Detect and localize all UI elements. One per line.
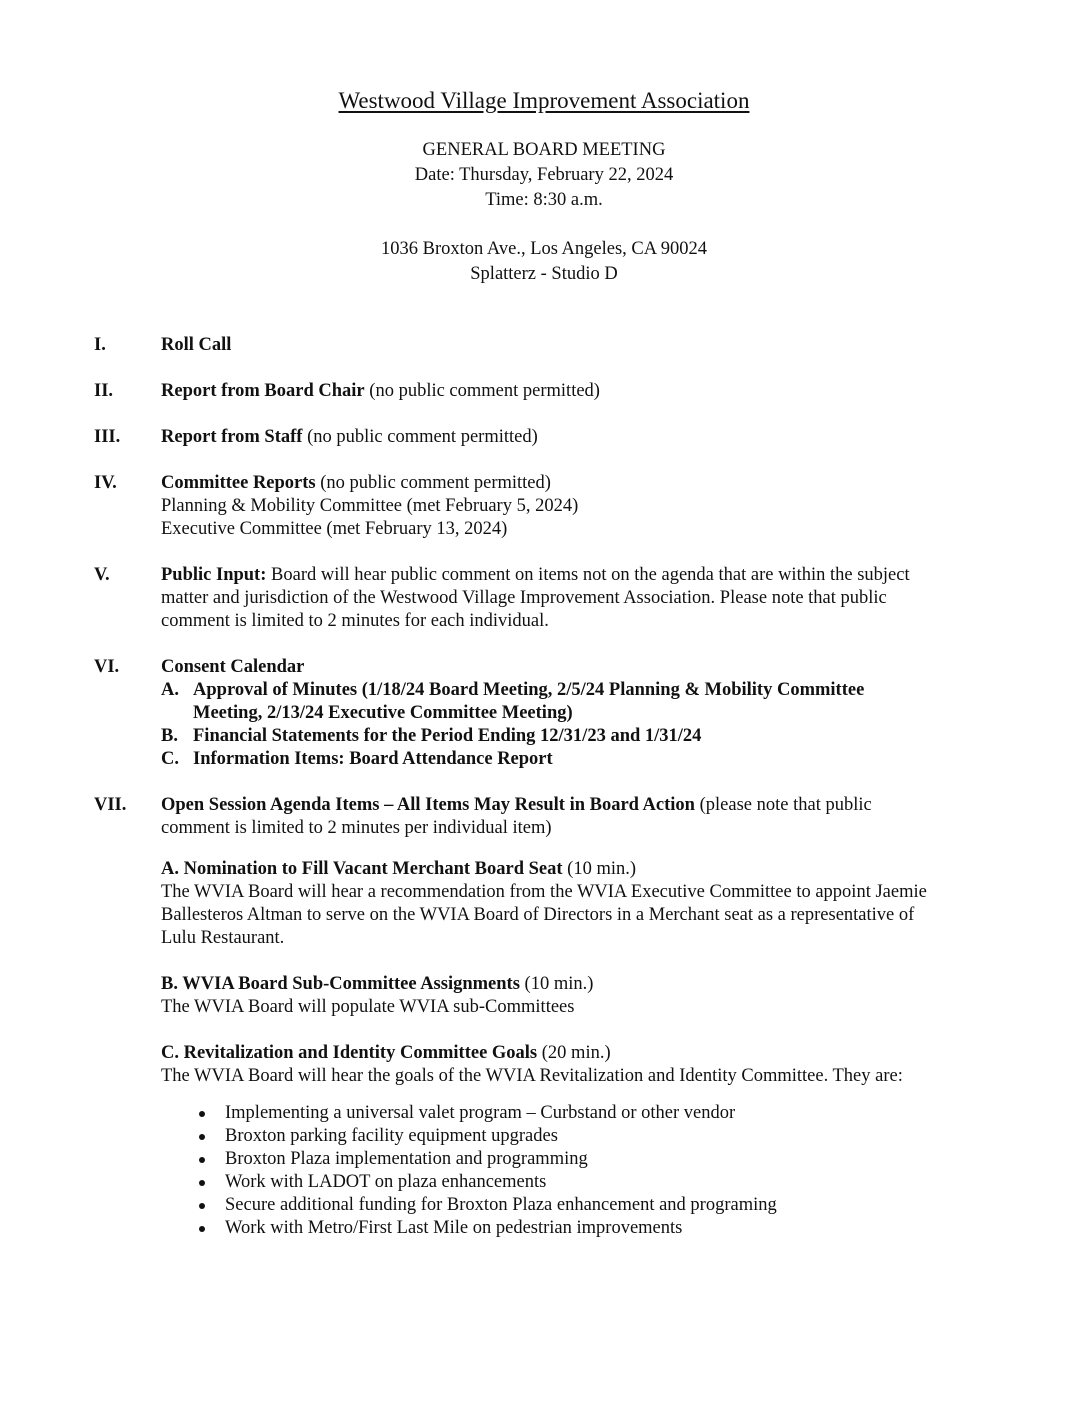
agenda-item-open-session — [94, 794, 1014, 1240]
agenda-item-consent-calendar — [94, 656, 1014, 771]
agenda-item-board-chair-report — [94, 380, 1014, 403]
item-note: (no public comment permitted) — [302, 427, 538, 447]
item-note: (please note that public — [694, 795, 872, 815]
item-numeral: III. — [94, 427, 121, 447]
bullet-icon — [199, 1111, 205, 1117]
item-note: (no public comment permitted) — [315, 473, 551, 493]
subsection-text: The WVIA Board will populate WVIA sub-Committees — [161, 997, 575, 1017]
goal-text: Work with Metro/First Last Mile on pedestrian improvements — [225, 1218, 683, 1238]
consent-item-financials — [161, 725, 1014, 748]
consent-item-minutes — [161, 679, 1014, 725]
item-title: Report from Staff — [161, 427, 303, 447]
goal-text: Work with LADOT on plaza enhancements — [225, 1172, 547, 1192]
consent-item-text: Financial Statements for the Period Ending 12/31/23 and 1/31/24 — [193, 726, 702, 746]
goal-item — [161, 1125, 1014, 1148]
bullet-icon — [199, 1157, 205, 1163]
meeting-date: Date: Thursday, February 22, 2024 — [414, 165, 674, 185]
subsection-heading: A. Nomination to Fill Vacant Merchant Board Seat — [161, 859, 563, 879]
item-numeral: IV. — [94, 473, 117, 493]
bullet-icon — [199, 1180, 205, 1186]
item-text: matter and jurisdiction of the Westwood Village Improvement Association. Please note that public — [161, 588, 887, 608]
item-letter: A. — [161, 680, 179, 700]
item-numeral: II. — [94, 381, 114, 401]
subsection-text: The WVIA Board will hear the goals of the WVIA Revitalization and Identity Committee. They are: — [161, 1066, 903, 1086]
item-title: Committee Reports — [161, 473, 316, 493]
item-text: Board will hear public comment on items not on the agenda that are within the subject — [266, 565, 910, 585]
item-numeral: V. — [94, 565, 110, 585]
item-title: Consent Calendar — [161, 657, 305, 677]
consent-item-text: Approval of Minutes (1/18/24 Board Meeting, 2/5/24 Planning & Mobility Committee — [193, 680, 865, 700]
subsection-text: Lulu Restaurant. — [161, 928, 285, 948]
consent-item-attendance — [161, 748, 1014, 771]
open-session-revitalization-goals — [161, 1042, 1014, 1240]
subsection-duration: (10 min.) — [562, 859, 637, 879]
goal-text: Secure additional funding for Broxton Plaza enhancement and programing — [225, 1195, 777, 1215]
goal-item — [161, 1171, 1014, 1194]
meeting-venue: Splatterz - Studio D — [470, 264, 618, 284]
org-title: Westwood Village Improvement Association — [338, 88, 750, 113]
goal-text: Broxton Plaza implementation and programming — [225, 1149, 588, 1169]
goal-item — [161, 1148, 1014, 1171]
item-title: Public Input: — [161, 565, 267, 585]
open-session-nomination — [161, 858, 1014, 950]
item-numeral: VII. — [94, 795, 127, 815]
agenda-item-roll-call — [94, 334, 1014, 357]
consent-calendar-list — [161, 679, 1014, 771]
goals-bullet-list — [161, 1102, 1014, 1240]
meeting-address: 1036 Broxton Ave., Los Angeles, CA 90024 — [381, 239, 707, 259]
agenda-item-staff-report — [94, 426, 1014, 449]
item-numeral: I. — [94, 335, 106, 355]
bullet-icon — [199, 1134, 205, 1140]
item-title: Open Session Agenda Items – All Items May Result in Board Action — [161, 795, 695, 815]
open-session-committee-assignments — [161, 973, 1014, 1019]
subsection-duration: (10 min.) — [519, 974, 594, 994]
bullet-icon — [199, 1203, 205, 1209]
item-note: comment is limited to 2 minutes per individual item) — [161, 818, 552, 838]
item-text: comment is limited to 2 minutes for each individual. — [161, 611, 549, 631]
goal-text: Implementing a universal valet program – Curbstand or other vendor — [225, 1103, 736, 1123]
subsection-heading: C. Revitalization and Identity Committee Goals — [161, 1043, 538, 1063]
agenda-header — [0, 86, 1088, 287]
meeting-type: GENERAL BOARD MEETING — [422, 140, 666, 160]
subsection-heading: B. WVIA Board Sub-Committee Assignments — [161, 974, 520, 994]
consent-item-text: Information Items: Board Attendance Report — [193, 749, 553, 769]
item-numeral: VI. — [94, 657, 120, 677]
agenda-item-committee-reports — [94, 472, 1014, 541]
goal-item — [161, 1194, 1014, 1217]
subsection-duration: (20 min.) — [537, 1043, 611, 1063]
consent-item-text: Meeting, 2/13/24 Executive Committee Meeting) — [193, 703, 573, 723]
meeting-time: Time: 8:30 a.m. — [485, 190, 603, 210]
goal-text: Broxton parking facility equipment upgrades — [225, 1126, 558, 1146]
goal-item — [161, 1102, 1014, 1125]
bullet-icon — [199, 1226, 205, 1232]
committee-report-line: Planning & Mobility Committee (met February 5, 2024) — [161, 496, 579, 516]
item-letter: C. — [161, 749, 179, 769]
item-title: Roll Call — [161, 335, 232, 355]
subsection-text: The WVIA Board will hear a recommendation from the WVIA Executive Committee to appoint Jaemie — [161, 882, 927, 902]
agenda-list — [94, 334, 1014, 1240]
committee-report-line: Executive Committee (met February 13, 2024) — [161, 519, 508, 539]
agenda-item-public-input — [94, 564, 1014, 633]
subsection-text: Ballesteros Altman to serve on the WVIA Board of Directors in a Merchant seat as a representative of — [161, 905, 915, 925]
goal-item — [161, 1217, 1014, 1240]
item-letter: B. — [161, 726, 178, 746]
item-title: Report from Board Chair — [161, 381, 365, 401]
item-note: (no public comment permitted) — [364, 381, 600, 401]
